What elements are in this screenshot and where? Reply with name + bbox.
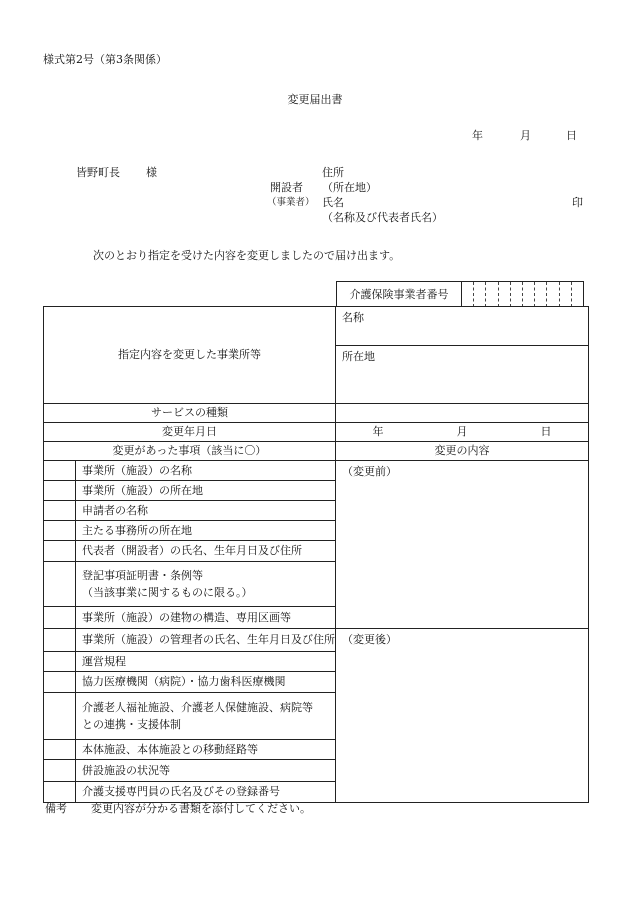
service-type-row [44,404,589,423]
form-number: 様式第2号（第3条関係） [43,53,167,66]
document-title: 変更届出書 [287,93,343,106]
applicant-name-label: 氏名 [322,196,344,209]
change-item-text: 事業所（施設）の管理者の氏名、生年月日及び住所 [82,633,335,647]
change-item-text: 事業所（施設）の建物の構造、専用区画等 [82,610,291,624]
change-item-label [76,629,336,652]
service-type-value[interactable] [336,404,589,423]
change-item-row [44,629,589,652]
change-item-mark[interactable] [44,541,76,562]
before-change-label: （変更前） [342,465,397,478]
provider-number-cell[interactable] [510,282,522,307]
applicant-label: 開設者 [270,181,303,194]
change-item-mark[interactable] [44,521,76,541]
change-item-row [44,461,589,481]
applicant-address-sub: （所在地） [322,181,377,194]
office-name-label: 名称 [336,307,588,346]
header-date-year: 年 [472,129,483,142]
provider-number-cell[interactable] [571,282,583,307]
change-item-label [76,481,336,501]
provider-number-box [336,281,584,307]
office-row [44,307,589,404]
change-item-mark[interactable] [44,461,76,481]
change-item-label [76,760,336,782]
change-item-text: 申請者の名称 [82,503,148,517]
change-item-mark[interactable] [44,481,76,501]
change-item-text: 事業所（施設）の所在地 [82,483,203,497]
change-item-mark[interactable] [44,760,76,782]
items-header-row [44,442,589,461]
change-item-label [76,652,336,672]
change-item-label [76,740,336,760]
change-form-table [43,306,589,803]
change-item-label [76,501,336,521]
change-date-value[interactable] [336,423,589,442]
change-item-mark[interactable] [44,672,76,693]
change-item-text: 代表者（開設者）の氏名、生年月日及び住所 [82,544,302,558]
change-item-mark[interactable] [44,693,76,740]
service-type-label: サービスの種類 [44,404,336,423]
change-item-mark[interactable] [44,607,76,629]
change-date-row [44,423,589,442]
header-date-day: 日 [566,129,577,142]
change-item-mark[interactable] [44,562,76,607]
change-item-text: 事業所（施設）の名称 [82,463,192,477]
provider-number-cell[interactable] [546,282,558,307]
items-header: 変更があった事項（該当に〇） [44,442,336,461]
intro-text: 次のとおり指定を受けた内容を変更しましたので届け出ます。 [93,249,401,262]
addressee-name: 皆野町長 [76,166,120,179]
provider-number-label: 介護保険事業者番号 [337,282,462,307]
change-item-text: 併設施設の状況等 [82,763,170,777]
applicant-sublabel: （事業者） [267,197,315,208]
change-item-text: 本体施設、本体施設との移動経路等 [82,742,258,756]
change-item-text: 介護支援専門員の氏名及びその登録番号 [82,785,280,799]
provider-number-cell[interactable] [485,282,497,307]
change-item-label [76,521,336,541]
change-item-label [76,782,336,803]
change-item-text-line2: との連携・支援体制 [82,718,181,731]
change-date-year: 年 [372,425,384,439]
change-item-label [76,562,336,607]
change-item-label [76,541,336,562]
office-details-cell[interactable] [336,307,589,404]
provider-number-cell[interactable] [534,282,546,307]
change-item-label [76,693,336,740]
before-change-cell[interactable] [336,461,589,629]
change-item-text: 協力医療機関（病院）・協力歯科医療機関 [82,675,286,689]
remarks-label: 備考 [45,802,67,815]
remarks-text: 変更内容が分かる書類を添付してください。 [91,802,311,815]
change-date-label: 変更年月日 [44,423,336,442]
change-item-mark[interactable] [44,652,76,672]
applicant-address-label: 住所 [322,166,344,179]
provider-number-cells[interactable] [462,282,583,307]
change-item-mark[interactable] [44,501,76,521]
change-item-text-line2: （当該事業に関するものに限る。） [82,586,253,599]
after-change-label: （変更後） [342,633,397,646]
change-item-text: 主たる事務所の所在地 [82,523,192,537]
change-item-text: 介護老人福祉施設、介護老人保健施設、病院等 [82,700,313,714]
provider-number-cell[interactable] [522,282,534,307]
provider-number-cell[interactable] [462,282,473,307]
change-item-mark[interactable] [44,782,76,803]
applicant-name-sub: （名称及び代表者氏名） [322,211,443,224]
header-date-month: 月 [520,129,531,142]
provider-number-cell[interactable] [473,282,485,307]
seal-mark: 印 [572,196,583,209]
after-change-cell[interactable] [336,629,589,803]
change-item-mark[interactable] [44,629,76,652]
change-item-text: 運営規程 [82,654,126,668]
change-item-label [76,607,336,629]
content-header: 変更の内容 [336,442,589,461]
provider-number-cell[interactable] [498,282,510,307]
change-date-month: 月 [456,425,468,439]
change-item-text: 登記事項証明書・条例等 [82,568,203,582]
office-row-label: 指定内容を変更した事業所等 [44,307,336,404]
change-item-label [76,672,336,693]
change-date-day: 日 [540,425,552,439]
change-item-label [76,461,336,481]
addressee-honorific: 様 [146,166,157,179]
office-address-label: 所在地 [342,350,375,363]
provider-number-cell[interactable] [559,282,571,307]
change-item-mark[interactable] [44,740,76,760]
